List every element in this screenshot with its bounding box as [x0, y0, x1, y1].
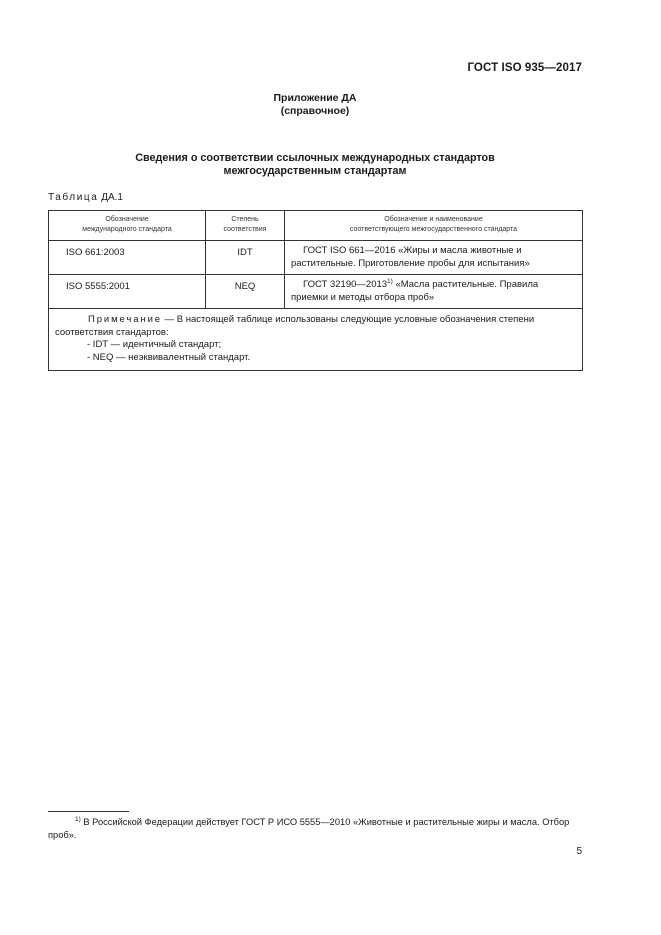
national-standard-code: ГОСТ 32190—2013 — [303, 279, 388, 290]
header-intl-standard — [49, 211, 206, 241]
footnote — [48, 816, 583, 842]
header-degree — [206, 211, 285, 241]
note-item-neq: - NEQ — неэквивалентный стандарт. — [87, 351, 251, 363]
header-degree-line2: соответствия — [223, 226, 267, 233]
table-note — [49, 309, 583, 371]
table-row — [49, 241, 583, 275]
footnote-divider — [48, 811, 129, 812]
header-national-line2: соответствующего межгосударственного стандарта — [349, 226, 518, 233]
degree-cell: NEQ — [206, 275, 285, 309]
section-title-line1: Сведения о соответствии ссылочных международных стандартов — [135, 152, 495, 164]
correspondence-table — [48, 210, 583, 371]
table-row — [49, 275, 583, 309]
table-caption — [48, 192, 123, 203]
note-item-idt: - IDT — идентичный стандарт; — [87, 339, 222, 350]
annex-heading — [0, 92, 630, 118]
footnote-text: В Российской Федерации действует ГОСТ Р ИСО 5555—2010 «Животные и растительные жиры и масла. Отбор проб». — [48, 817, 570, 840]
section-title-line2: межгосударственным стандартам — [223, 165, 407, 177]
table-caption-prefix: Таблица — [48, 192, 99, 203]
standard-code: ГОСТ ISO 935—2017 — [467, 62, 582, 74]
annex-title: Приложение ДА — [273, 92, 357, 104]
intl-standard-cell: ISO 661:2003 — [49, 241, 206, 275]
header-intl-line2: международного стандарта — [82, 226, 172, 233]
national-standard-cell — [285, 275, 583, 309]
header-intl-line1: Обозначение — [105, 216, 149, 223]
intl-standard-cell: ISO 5555:2001 — [49, 275, 206, 309]
page-number: 5 — [576, 846, 582, 857]
footnote-reference[interactable]: 1) — [387, 277, 393, 285]
table-caption-number: ДА.1 — [101, 192, 123, 203]
note-paragraph — [55, 314, 576, 339]
header-degree-line1: Степень — [231, 216, 259, 223]
table-header-row — [49, 211, 583, 241]
degree-cell: IDT — [206, 241, 285, 275]
note-text: — В настоящей таблице использованы следующие условные обозначения степени соответствия стандартов: — [55, 314, 535, 338]
national-standard-cell: ГОСТ ISO 661—2016 «Жиры и масла животные и растительные. Приготовление пробы для испытания» — [285, 241, 583, 275]
header-national-line1: Обозначение и наименование — [384, 216, 483, 223]
footnote-mark: 1) — [75, 815, 81, 823]
table-note-row — [49, 309, 583, 371]
note-label: Примечание — [88, 314, 162, 325]
header-national-standard — [285, 211, 583, 241]
section-title — [0, 152, 630, 178]
national-standard-title: «Масла растительные. Правила приемки и методы отбора проб» — [291, 279, 539, 303]
annex-subtitle: (справочное) — [280, 105, 350, 117]
